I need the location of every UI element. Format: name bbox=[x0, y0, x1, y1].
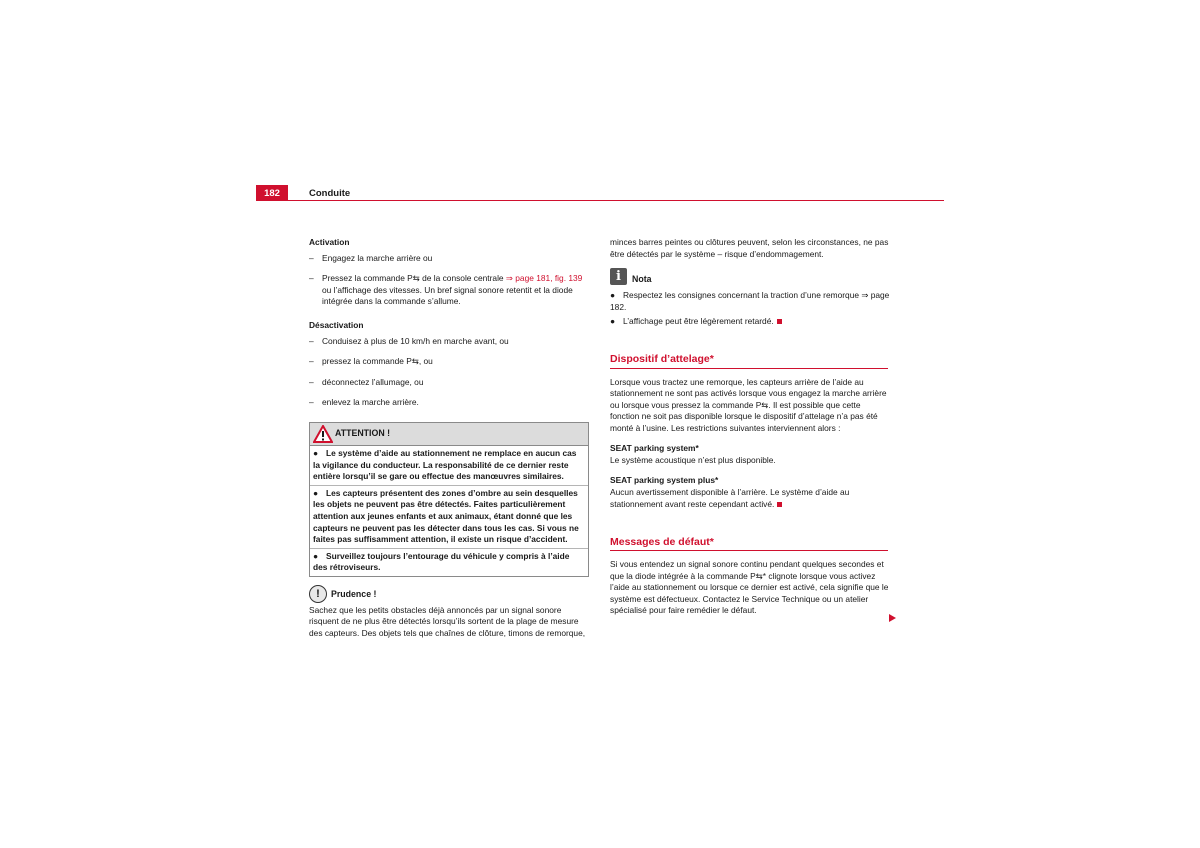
attention-box bbox=[309, 422, 589, 577]
towing-sub1-text: Le système acoustique n’est plus disponible. bbox=[610, 455, 776, 466]
attention-item: ● Les capteurs présentent des zones d’ombre au sein desquelles les objets ne peuvent pas être détectés. Faites particulièrement attention aux jeunes enfants et aux animaux, étant donné que les capteurs ne peuvent pas les détecter dans tous les cas. Si vous ne faites pas suffisamment attention, il existe un risque d’accident. bbox=[310, 485, 588, 548]
note-item-2: ● L’affichage peut être légèrement retardé. bbox=[610, 316, 890, 328]
page-link[interactable]: ⇒ page 181, fig. 139 bbox=[505, 273, 583, 284]
attention-item: ● Surveillez toujours l’entourage du véhicule y compris à l’aide des rétroviseurs. bbox=[310, 548, 588, 576]
note-title: Nota bbox=[632, 274, 652, 285]
exclamation-circle-icon: ! bbox=[309, 585, 327, 603]
page-header bbox=[256, 185, 944, 201]
attention-item: ● Le système d’aide au stationnement ne remplace en aucun cas la vigilance du conducteur. La responsabilité de ce dernier reste entière lorsqu’il se gare ou effectue des manœuvres similaires. bbox=[313, 447, 577, 482]
header-rule bbox=[256, 200, 944, 201]
deactivation-item: – pressez la commande P⇆, ou bbox=[309, 356, 433, 367]
end-marker-icon bbox=[777, 319, 782, 324]
next-page-arrow-icon bbox=[889, 614, 896, 622]
caution-header bbox=[309, 585, 589, 605]
note-item-1: ● Respectez les consignes concernant la traction d’une remorque ⇒ page 182. bbox=[610, 290, 890, 312]
activation-item-2: – Pressez la commande P⇆ de la console centrale ⇒ page 181, fig. 139 ou l’affichage des vitesses. Un bref signal sonore retentit et la diode intégrée dans la commande s’allume. bbox=[309, 273, 583, 307]
towing-text: Lorsque vous tractez une remorque, les capteurs arrière de l’aide au stationnement ne sont pas activés lorsque vous engagez la marche arrière ou lorsque vous pressez la commande P⇆. Il est possible que cette fonction ne soit pas disponible lorsque le dispositif d’attelage n’a pas été monté à l’usine. Les restrictions suivantes interviennent alors : bbox=[610, 376, 887, 433]
activation-item-1: – Engagez la marche arrière ou bbox=[309, 252, 433, 263]
continuation-text: minces barres peintes ou clôtures peuvent, selon les circonstances, ne pas être détectés par le système – risque d’endommagement. bbox=[610, 237, 889, 259]
towing-sub2-title: SEAT parking system plus* bbox=[610, 474, 719, 485]
towing-section-title: Dispositif d’attelage* bbox=[610, 354, 888, 369]
note-header bbox=[610, 268, 890, 288]
warning-triangle-icon bbox=[313, 425, 333, 443]
deactivation-item: – déconnectez l’allumage, ou bbox=[309, 376, 424, 387]
attention-title: ATTENTION ! bbox=[335, 427, 391, 438]
deactivation-item: – Conduisez à plus de 10 km/h en marche avant, ou bbox=[309, 335, 509, 346]
caution-text: Sachez que les petits obstacles déjà annoncés par un signal sonore risquent de ne plus être détectés lorsqu’ils sortent de la plage de mesure des capteurs. Des objets tels que chaînes de clôture, timons de remorque, bbox=[309, 604, 586, 639]
attention-header bbox=[310, 423, 588, 446]
right-column bbox=[610, 237, 890, 617]
activation-heading: Activation bbox=[309, 237, 350, 247]
page-number: 182 bbox=[256, 185, 288, 201]
towing-sub1-title: SEAT parking system* bbox=[610, 442, 699, 453]
errors-text: Si vous entendez un signal sonore continu pendant quelques secondes et que la diode intégrée à la commande P⇆* clignote lorsque vous activez l’aide au stationnement ou lorsque ce dernier est activé, cela signifie que le système est défectueux. Contactez le Service Technique ou un atelier spécialisé pour faire remédier le défaut. bbox=[610, 559, 889, 616]
towing-sub2-text: Aucun avertissement disponible à l’arrière. Le système d’aide au stationnement avant reste cependant activé. bbox=[610, 487, 850, 509]
caution-title: Prudence ! bbox=[331, 588, 377, 599]
left-column bbox=[309, 237, 589, 640]
end-marker-icon bbox=[777, 502, 782, 507]
errors-section-title: Messages de défaut* bbox=[610, 537, 888, 552]
info-icon: i bbox=[610, 268, 627, 285]
chapter-title: Conduite bbox=[309, 188, 351, 199]
deactivation-item: – enlevez la marche arrière. bbox=[309, 397, 419, 408]
deactivation-heading: Désactivation bbox=[309, 319, 364, 330]
